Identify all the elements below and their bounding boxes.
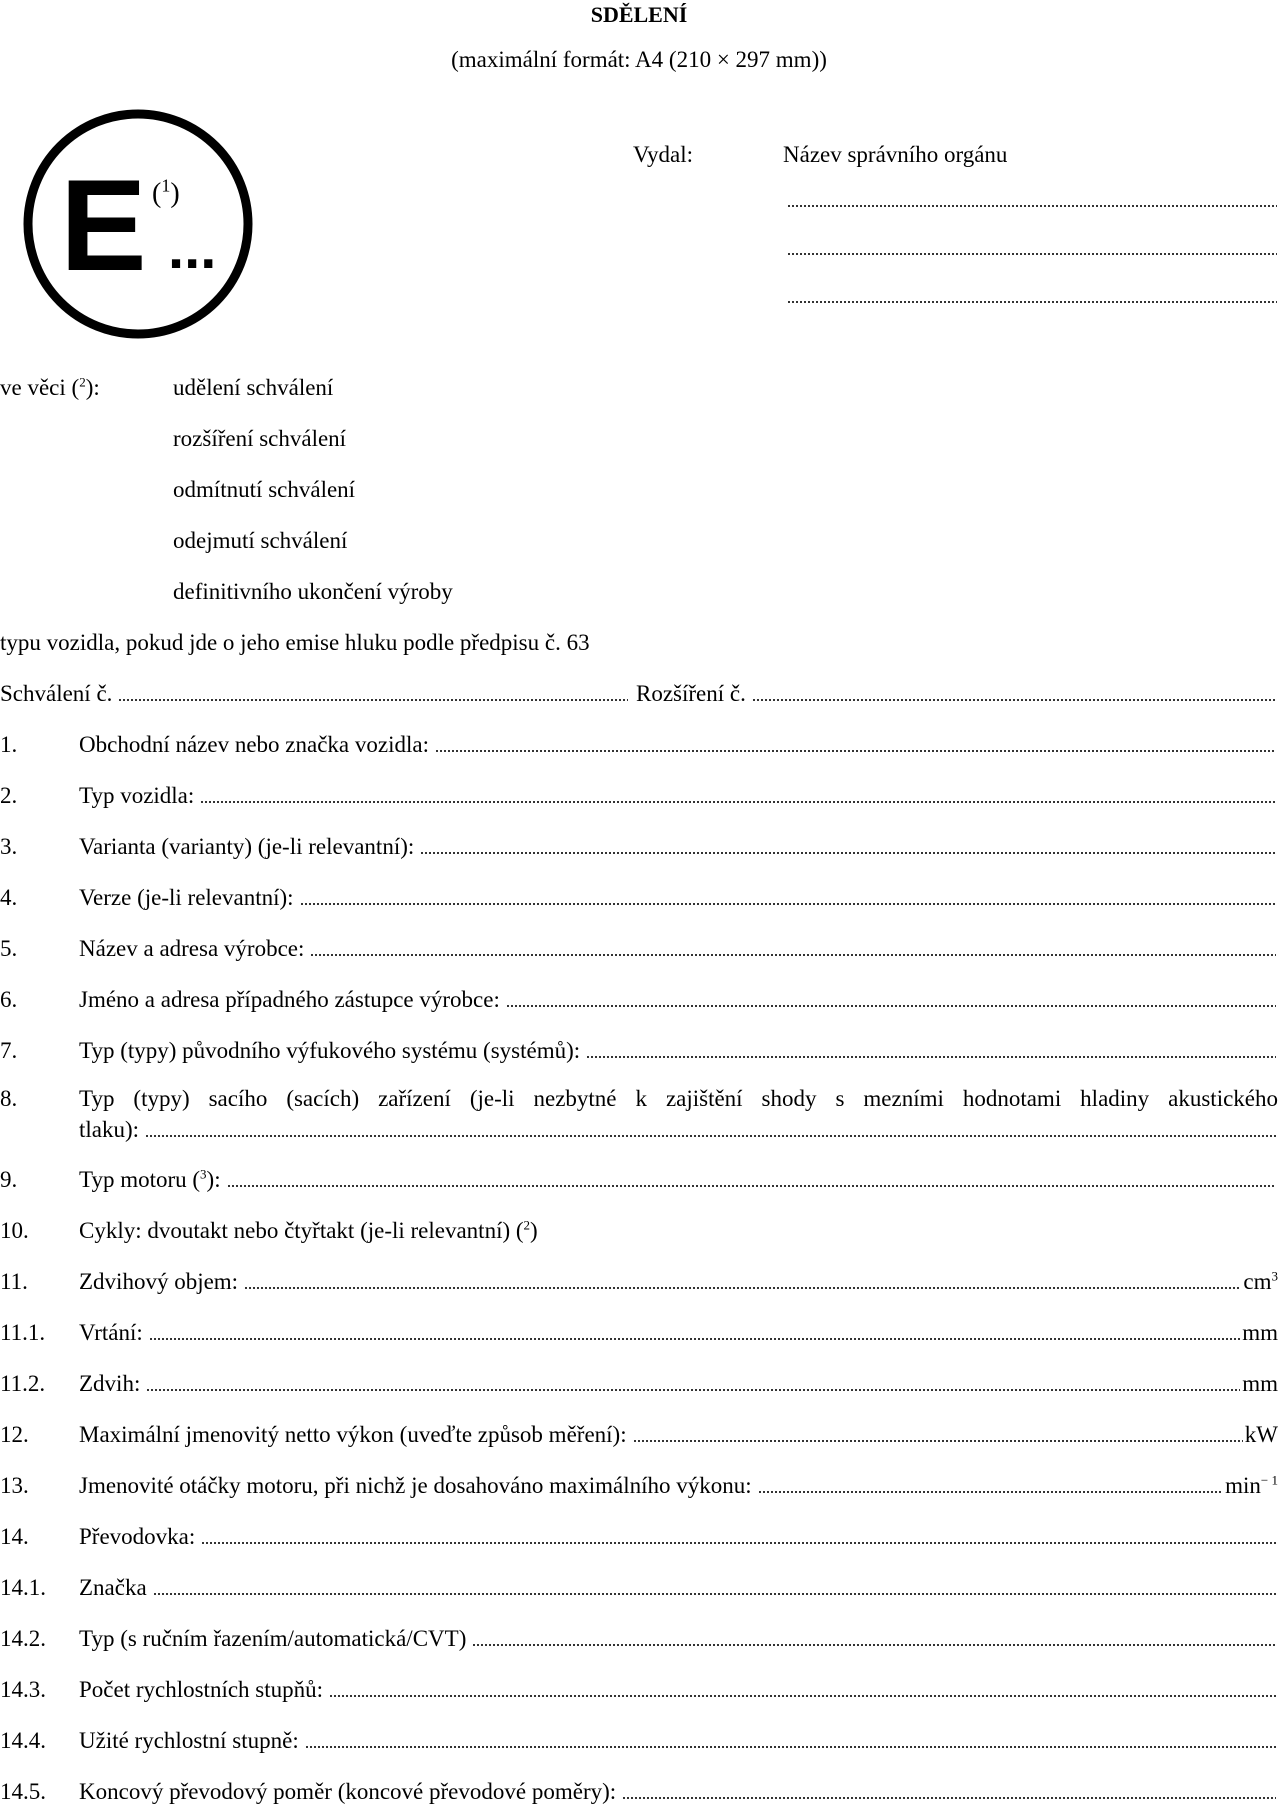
item-number: 1. — [0, 732, 18, 757]
field-intake-devices[interactable]: tlaku): — [79, 1117, 1278, 1143]
extension-number-label: Rozšíření č. — [636, 681, 746, 706]
field-bore[interactable]: Vrtání: mm — [79, 1320, 1278, 1345]
field-stroke[interactable]: Zdvih: mm — [79, 1371, 1278, 1396]
item-number: 14. — [0, 1524, 29, 1549]
field-representative[interactable]: Jméno a adresa případného zástupce výrobce: — [79, 987, 1278, 1013]
concerning-label: ve věci ($^2$): — [0, 374, 100, 400]
item-number: 14.3. — [0, 1677, 46, 1702]
field-max-power[interactable]: Maximální jmenovitý netto výkon (uveďte způsob měření): kW — [79, 1422, 1278, 1447]
field-transmission[interactable]: Převodovka: — [79, 1524, 1278, 1550]
emblem-letter: E — [60, 152, 147, 298]
item-number: 9. — [0, 1167, 18, 1192]
emblem-footnote: ($^1$) — [152, 175, 180, 209]
field-transmission-make[interactable]: Značka — [79, 1575, 1278, 1601]
document-subtitle: (maximální formát: A4 (210 × 297 mm)) — [451, 47, 827, 72]
field-displacement[interactable]: Zdvihový objem: $cm^3$ — [79, 1268, 1278, 1294]
item-number: 14.4. — [0, 1728, 46, 1753]
e-approval-emblem — [22, 108, 254, 340]
field-trade-name[interactable]: Obchodní název nebo značka vozidla: — [79, 732, 1278, 758]
item-number: 8. — [0, 1086, 18, 1111]
field-engine-type[interactable]: Typ motoru ($^3$): — [79, 1167, 1278, 1193]
item-number: 11. — [0, 1269, 28, 1294]
cycles-statement: Cykly: dvoutakt nebo čtyřtakt (je-li relevantní) ($^2$) — [79, 1217, 538, 1243]
field-vehicle-type[interactable]: Typ vozidla: — [79, 783, 1278, 809]
item-number: 5. — [0, 936, 18, 961]
field-gears-used[interactable]: Užité rychlostní stupně: — [79, 1728, 1278, 1754]
field-exhaust-system[interactable]: Typ (typy) původního výfukového systému (systémů): — [79, 1038, 1278, 1064]
field-transmission-type[interactable]: Typ (s ručním řazením/automatická/CVT) — [79, 1626, 1278, 1652]
approval-number-label: Schválení č. — [0, 681, 113, 706]
emblem-dots: ... — [168, 216, 217, 281]
item-number: 7. — [0, 1038, 18, 1063]
field-manufacturer[interactable]: Název a adresa výrobce: — [79, 936, 1278, 962]
item-number: 10. — [0, 1218, 29, 1243]
item-number: 4. — [0, 885, 18, 910]
item-number: 13. — [0, 1473, 29, 1498]
extension-number-field[interactable] — [636, 681, 1278, 707]
item-number: 11.2. — [0, 1371, 46, 1396]
item-number: 2. — [0, 783, 18, 808]
option-refusal: odmítnutí schválení — [173, 477, 356, 502]
field-gear-count[interactable]: Počet rychlostních stupňů: — [79, 1677, 1278, 1703]
item-number: 14.1. — [0, 1575, 46, 1600]
field-variants[interactable]: Varianta (varianty) (je-li relevantní): — [79, 834, 1278, 860]
issuer-dotted-line-2[interactable] — [787, 253, 1277, 255]
document-title: SDĚLENÍ — [590, 2, 688, 27]
approval-number-field[interactable] — [0, 681, 630, 707]
issuer-dotted-line-1[interactable] — [787, 205, 1277, 207]
field-versions[interactable]: Verze (je-li relevantní): — [79, 885, 1278, 911]
item-number: 11.1. — [0, 1320, 46, 1345]
field-rated-speed[interactable]: Jmenovité otáčky motoru, při nichž je dosahováno maximálního výkonu: $\min^{- 1}$ — [79, 1472, 1278, 1498]
item-number: 6. — [0, 987, 18, 1012]
option-extension: rozšíření schválení — [173, 426, 347, 451]
issuer-label: Vydal: — [633, 142, 694, 167]
option-grant: udělení schválení — [173, 375, 334, 400]
field-intake-line1: Typ (typy) sacího (sacích) zařízení (je-li nezbytné k zajištění shody s mezními hodnotami hladiny akustického — [79, 1086, 1278, 1111]
type-statement: typu vozidla, pokud jde o jeho emise hluku podle předpisu č. 63 — [0, 630, 590, 655]
issuer-dotted-line-3[interactable] — [787, 301, 1277, 303]
item-number: 14.2. — [0, 1626, 46, 1651]
item-number: 3. — [0, 834, 18, 859]
issuer-value: Název správního orgánu — [783, 142, 1008, 167]
item-number: 12. — [0, 1422, 29, 1447]
option-withdrawal: odejmutí schválení — [173, 528, 348, 553]
field-final-drive-ratio[interactable]: Koncový převodový poměr (koncové převodové poměry): — [79, 1779, 1278, 1805]
item-number: 14.5. — [0, 1779, 46, 1804]
option-production-discontinued: definitivního ukončení výroby — [173, 579, 453, 604]
